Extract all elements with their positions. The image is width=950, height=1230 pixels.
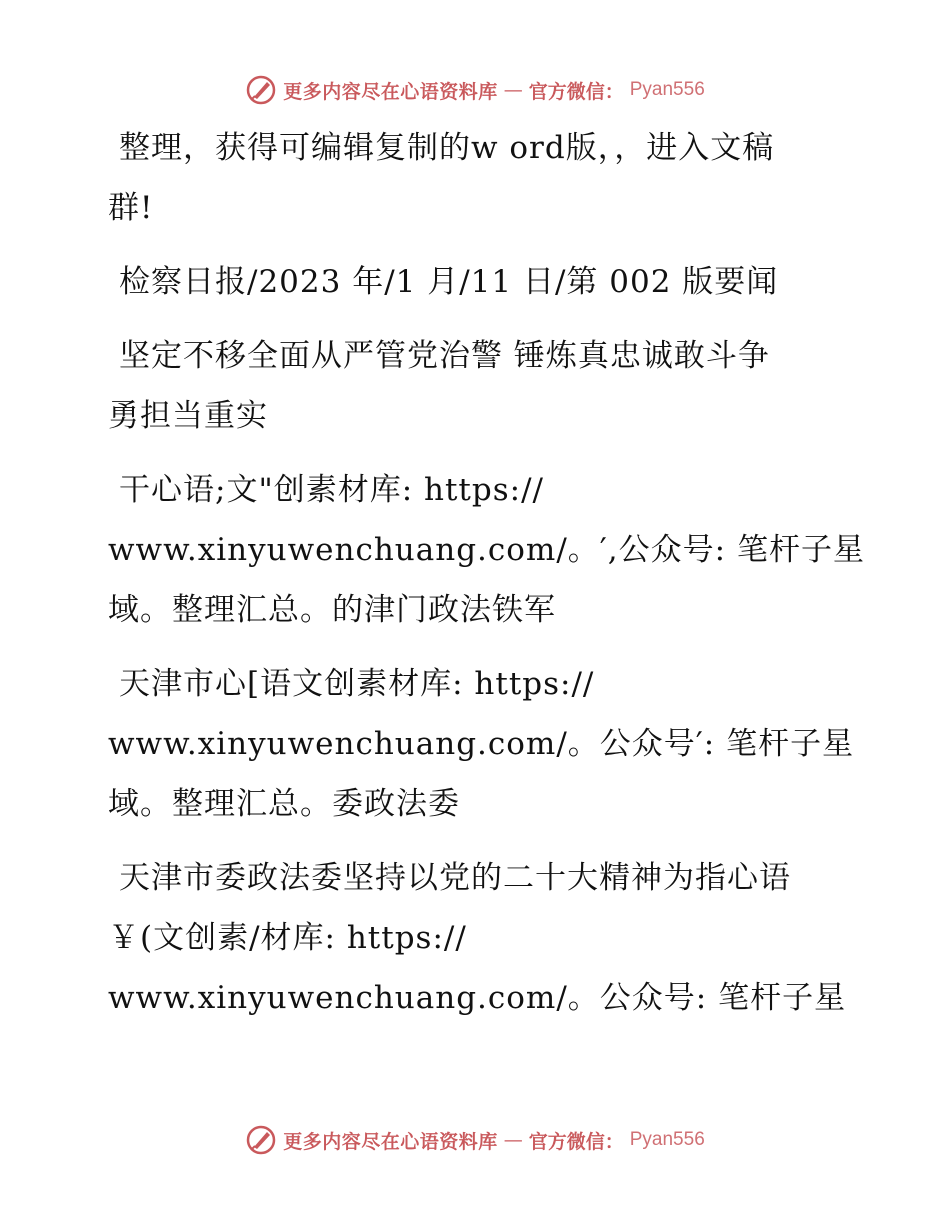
text-line: 整理，获得可编辑复制的w ord版，，进入文稿 <box>119 130 775 166</box>
banner-dash: — <box>503 79 523 101</box>
text-line: 群! <box>108 190 154 226</box>
banner-subtitle: 官方微信： <box>528 80 624 103</box>
text-line: www.xinyuwenchuang.com/。′,公众号: 笔杆子星 <box>108 532 865 568</box>
text-line: ￥(文创素/材库: https:// <box>108 920 467 956</box>
paragraph-source <box>97 252 837 312</box>
text-line: 检察日报/2023 年/1 月/11 日/第 002 版要闻 <box>119 264 779 300</box>
banner-wechat-id: Pyan556 <box>629 1129 705 1150</box>
text-line: 坚定不移全面从严管党治警 锤炼真忠诚敢斗争 <box>119 338 770 374</box>
paragraph-body-1 <box>97 460 865 640</box>
text-line: 天津市委政法委坚持以党的二十大精神为指心语 <box>119 860 791 896</box>
banner-inner <box>245 1124 705 1156</box>
banner-title: 更多内容尽在心语资料库 <box>283 1130 498 1153</box>
header-banner <box>0 70 950 110</box>
banner-inner <box>245 74 705 106</box>
text-line: 天津市心[语文创素材库: https:// <box>119 666 595 702</box>
text-line: www.xinyuwenchuang.com/。公众号: 笔杆子星 <box>108 980 847 1016</box>
banner-wechat-id: Pyan556 <box>629 79 705 100</box>
quill-logo-icon <box>245 74 277 106</box>
text-line: www.xinyuwenchuang.com/。公众号′: 笔杆子星 <box>108 726 855 762</box>
text-line: 域。整理汇总。的津门政法铁军 <box>108 592 556 628</box>
paragraph-body-2 <box>97 654 855 834</box>
banner-title: 更多内容尽在心语资料库 <box>283 80 498 103</box>
banner-dash: — <box>503 1129 523 1151</box>
paragraph-headline <box>97 326 837 446</box>
footer-banner <box>0 1120 950 1160</box>
paragraph-intro <box>97 118 837 238</box>
paragraph-body-3 <box>97 848 847 1028</box>
document-body <box>97 118 865 1042</box>
text-line: 勇担当重实 <box>108 398 268 434</box>
quill-logo-icon <box>245 1124 277 1156</box>
banner-subtitle: 官方微信： <box>528 1130 624 1153</box>
text-line: 域。整理汇总。委政法委 <box>108 786 460 822</box>
text-line: 干心语;文"创素材库: https:// <box>119 472 544 508</box>
